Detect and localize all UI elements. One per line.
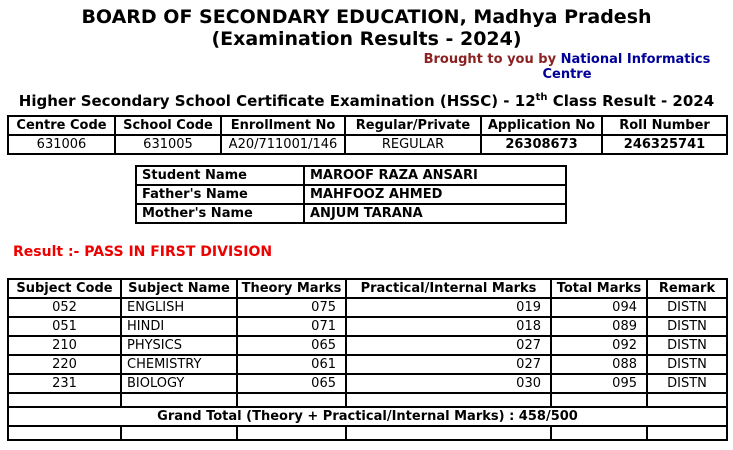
grand-total-row [8,407,727,426]
grand-total-text: Grand Total (Theory + Practical/Internal Marks) : 458/500 [8,407,727,426]
subject-code: 051 [8,317,121,336]
theory-marks: 075 [237,298,346,317]
student-name-label: Student Name [136,166,304,185]
col-header-centre-code: Centre Code [8,116,115,135]
marks-row-biology [8,374,727,393]
col-header-subject-name: Subject Name [121,279,237,298]
student-info-table [135,165,567,224]
board-title [0,0,733,50]
subject-name: CHEMISTRY [121,355,237,374]
subject-name: BIOLOGY [121,374,237,393]
col-header-regular-private: Regular/Private [345,116,481,135]
remark: DISTN [647,355,727,374]
empty-cell [237,393,346,407]
empty-row [8,426,727,440]
col-header-total-marks: Total Marks [551,279,647,298]
school-code-value: 631005 [115,135,221,154]
practical-marks: 027 [346,355,551,374]
exam-title-superscript: th [535,92,548,103]
marks-header-row [8,279,727,298]
marks-row-physics [8,336,727,355]
subject-code: 231 [8,374,121,393]
roll-number-value: 246325741 [602,135,727,154]
practical-marks: 019 [346,298,551,317]
centre-code-value: 631006 [8,135,115,154]
subject-code: 210 [8,336,121,355]
enrollment-no-value: A20/711001/146 [221,135,345,154]
practical-marks: 027 [346,336,551,355]
total-marks: 095 [551,374,647,393]
student-name-row [136,166,566,185]
remark: DISTN [647,317,727,336]
theory-marks: 065 [237,374,346,393]
subject-name: ENGLISH [121,298,237,317]
total-marks: 089 [551,317,647,336]
result-status: Result :- PASS IN FIRST DIVISION [13,244,273,260]
regular-private-value: REGULAR [345,135,481,154]
total-marks: 092 [551,336,647,355]
father-name-value: MAHFOOZ AHMED [304,185,566,204]
total-marks: 094 [551,298,647,317]
col-header-subject-code: Subject Code [8,279,121,298]
col-header-school-code: School Code [115,116,221,135]
application-no-value: 26308673 [481,135,602,154]
empty-cell [551,426,647,440]
empty-cell [121,426,237,440]
marks-row-english [8,298,727,317]
subject-name: PHYSICS [121,336,237,355]
mother-name-row [136,204,566,223]
marks-row-hindi [8,317,727,336]
remark: DISTN [647,374,727,393]
candidate-value-row [8,135,727,154]
col-header-application-no: Application No [481,116,602,135]
father-name-label: Father's Name [136,185,304,204]
brought-by-org: National Informatics Centre [542,52,711,82]
father-name-row [136,185,566,204]
subject-code: 052 [8,298,121,317]
col-header-roll-number: Roll Number [602,116,727,135]
exam-title [0,88,733,111]
empty-row [8,393,727,407]
practical-marks: 018 [346,317,551,336]
col-header-remark: Remark [647,279,727,298]
subject-code: 220 [8,355,121,374]
empty-cell [8,426,121,440]
empty-cell [237,426,346,440]
remark: DISTN [647,298,727,317]
exam-title-text: Higher Secondary School Certificate Examination (HSSC) - 12 [18,92,536,110]
col-header-enrollment-no: Enrollment No [221,116,345,135]
candidate-info-table [7,115,728,155]
empty-cell [551,393,647,407]
theory-marks: 061 [237,355,346,374]
brought-by-text: Brought to you by [423,52,561,67]
empty-cell [647,393,727,407]
empty-cell [121,393,237,407]
exam-title-suffix: Class Result - 2024 [547,92,715,110]
marks-table [7,278,728,441]
total-marks: 088 [551,355,647,374]
empty-cell [346,426,551,440]
empty-cell [8,393,121,407]
col-header-practical-marks: Practical/Internal Marks [346,279,551,298]
brought-by-block [0,52,733,82]
remark: DISTN [647,336,727,355]
mother-name-value: ANJUM TARANA [304,204,566,223]
subject-name: HINDI [121,317,237,336]
board-title-line2: (Examination Results - 2024) [211,28,522,50]
col-header-theory-marks: Theory Marks [237,279,346,298]
practical-marks: 030 [346,374,551,393]
student-name-value: MAROOF RAZA ANSARI [304,166,566,185]
candidate-header-row [8,116,727,135]
theory-marks: 065 [237,336,346,355]
empty-cell [647,426,727,440]
empty-cell [346,393,551,407]
theory-marks: 071 [237,317,346,336]
mother-name-label: Mother's Name [136,204,304,223]
marks-row-chemistry [8,355,727,374]
board-title-line1: BOARD OF SECONDARY EDUCATION, Madhya Pradesh [81,6,652,28]
